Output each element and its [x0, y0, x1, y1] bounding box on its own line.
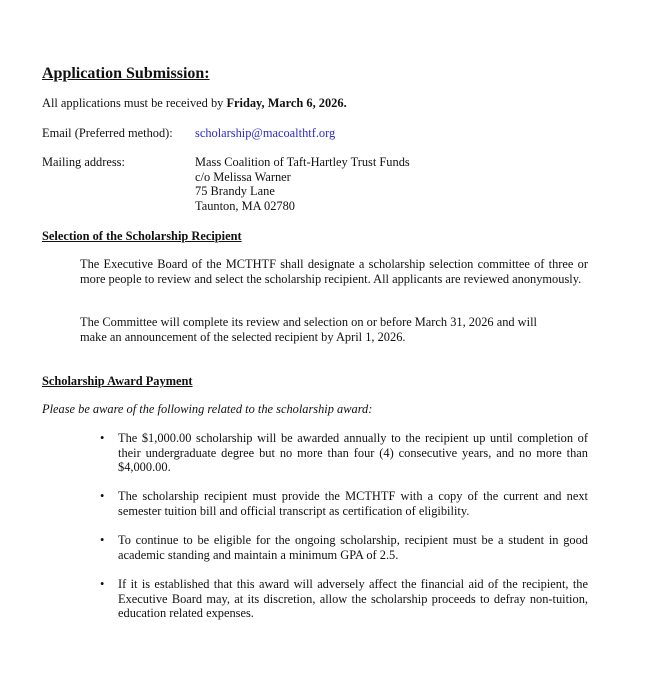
- bullet-icon: •: [100, 431, 105, 445]
- list-item: [80, 577, 588, 621]
- payment-bullet-list: [80, 431, 588, 621]
- list-item-text: To continue to be eligible for the ongoing scholarship, recipient must be a student in good academic standing and maintain a minimum GPA of 2.5.: [118, 533, 588, 562]
- selection-paragraph-timeline: The Committee will complete its review and selection on or before March 31, 2026 and will make an announcement of the selected recipient by April 1, 2026.: [80, 315, 537, 344]
- mailing-address-line: c/o Melissa Warner: [195, 169, 291, 184]
- page-heading: Application Submission:: [42, 65, 210, 82]
- selection-heading: Selection of the Scholarship Recipient: [42, 229, 242, 243]
- payment-heading: Scholarship Award Payment: [42, 374, 193, 388]
- email-label: Email (Preferred method):: [42, 126, 173, 140]
- bullet-icon: •: [100, 489, 105, 504]
- mailing-address-line: 75 Brandy Lane: [195, 184, 275, 199]
- list-item-text: The $1,000.00 scholarship will be awarded annually to the recipient up until completion of their undergraduate degree but no more than four (4) consecutive years, and no more than $4,000.00.: [118, 431, 588, 475]
- mailing-address-label: Mailing address:: [42, 155, 125, 169]
- list-item-text: If it is established that this award will adversely affect the financial aid of the recipient, the Executive Board may, at its discretion, allow the scholarship proceeds to defray non-tuition, education related expenses.: [118, 576, 588, 621]
- mailing-address-line: Mass Coalition of Taft-Hartley Trust Funds: [195, 155, 410, 169]
- selection-paragraph-committee: The Executive Board of the MCTHTF shall designate a scholarship selection committee of three or more people to review and select the scholarship recipient. All applicants are reviewed anonymously.: [80, 257, 588, 286]
- mailing-address: [195, 155, 410, 213]
- list-item-text: The scholarship recipient must provide the MCTHTF with a copy of the current and next semester tuition bill and official transcript as certification of eligibility.: [118, 489, 588, 518]
- mailing-address-line: Taunton, MA 02780: [195, 198, 295, 213]
- list-item: [80, 431, 588, 475]
- bullet-icon: •: [100, 533, 105, 548]
- list-item: [80, 533, 588, 562]
- deadline-line: [42, 96, 347, 111]
- payment-intro: Please be aware of the following related to the scholarship award:: [42, 402, 373, 416]
- email-link[interactable]: scholarship@macoalthtf.org: [195, 126, 336, 140]
- list-item: [80, 489, 588, 518]
- deadline-prefix: All applications must be received by: [42, 96, 227, 110]
- bullet-icon: •: [100, 576, 105, 591]
- deadline-date: Friday, March 6, 2026.: [226, 96, 347, 110]
